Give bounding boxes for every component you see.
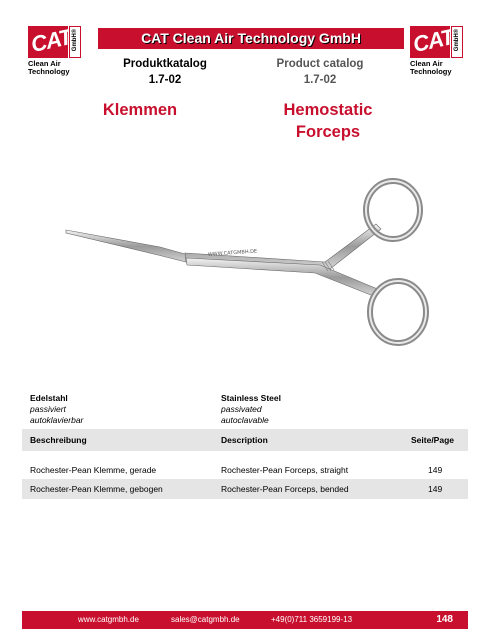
material-line2-en: autoclavable xyxy=(221,415,269,425)
section-title-en xyxy=(268,99,388,143)
page-number: 148 xyxy=(436,614,453,625)
forceps-engraving: WWW.CATGMBH.DE xyxy=(207,248,258,258)
catalog-title-en: Product catalog xyxy=(276,58,364,70)
material-info-en xyxy=(221,393,281,426)
catalog-label-de xyxy=(90,56,240,88)
forceps-jaw xyxy=(66,230,192,263)
column-header-description: Description xyxy=(221,435,268,445)
table-row[interactable] xyxy=(22,479,468,499)
material-heading-de: Edelstahl xyxy=(30,393,68,403)
catalog-label-en xyxy=(245,56,395,88)
section-title-en-line2: Forceps xyxy=(295,123,361,141)
row-description-en: Rochester-Pean Forceps, straight xyxy=(221,465,349,475)
logo-text-line2: Technology xyxy=(28,67,70,76)
footer-email-link[interactable]: sales@catgmbh.de xyxy=(171,615,240,624)
material-info-de xyxy=(30,393,83,426)
catalog-title-de: Produktkatalog xyxy=(123,58,207,70)
section-title-de: Klemmen xyxy=(102,101,178,119)
footer-website-link[interactable]: www.catgmbh.de xyxy=(78,615,139,624)
logo-gmbh: GmbH® xyxy=(454,28,461,52)
cat-logo-right xyxy=(410,26,470,78)
material-line1-en: passivated xyxy=(221,404,262,414)
logo-mark: CAT xyxy=(410,24,456,57)
logo-text-line1: Clean Air xyxy=(410,59,443,68)
footer-phone: +49(0)711 3659199-13 xyxy=(271,615,353,624)
forceps-image xyxy=(60,170,440,355)
row-description-en: Rochester-Pean Forceps, bended xyxy=(221,484,349,494)
footer-bar xyxy=(22,611,468,629)
company-banner: CAT Clean Air Technology GmbH xyxy=(98,28,404,49)
material-line1-de: passiviert xyxy=(30,404,66,414)
row-page-link[interactable]: 149 xyxy=(428,484,443,494)
cat-logo-left xyxy=(28,26,88,78)
row-description-de: Rochester-Pean Klemme, gerade xyxy=(30,465,157,475)
logo-text-line1: Clean Air xyxy=(28,59,61,68)
table-header xyxy=(22,429,468,451)
row-description-de: Rochester-Pean Klemme, gebogen xyxy=(30,484,163,494)
catalog-number-en: 1.7-02 xyxy=(303,74,337,86)
table-row[interactable] xyxy=(22,460,468,480)
row-page-link[interactable]: 149 xyxy=(428,465,443,475)
catalog-number-de: 1.7-02 xyxy=(148,74,182,86)
forceps-lower-shank xyxy=(186,258,380,297)
logo-mark: CAT xyxy=(28,24,74,57)
logo-text-line2: Technology xyxy=(410,67,452,76)
column-header-beschreibung: Beschreibung xyxy=(30,435,87,445)
logo-gmbh: GmbH® xyxy=(72,28,79,52)
section-title-en-line1: Hemostatic xyxy=(283,101,373,119)
material-line2-de: autoklavierbar xyxy=(30,415,84,425)
material-heading-en: Stainless Steel xyxy=(221,393,282,403)
column-header-page: Seite/Page xyxy=(411,435,454,445)
